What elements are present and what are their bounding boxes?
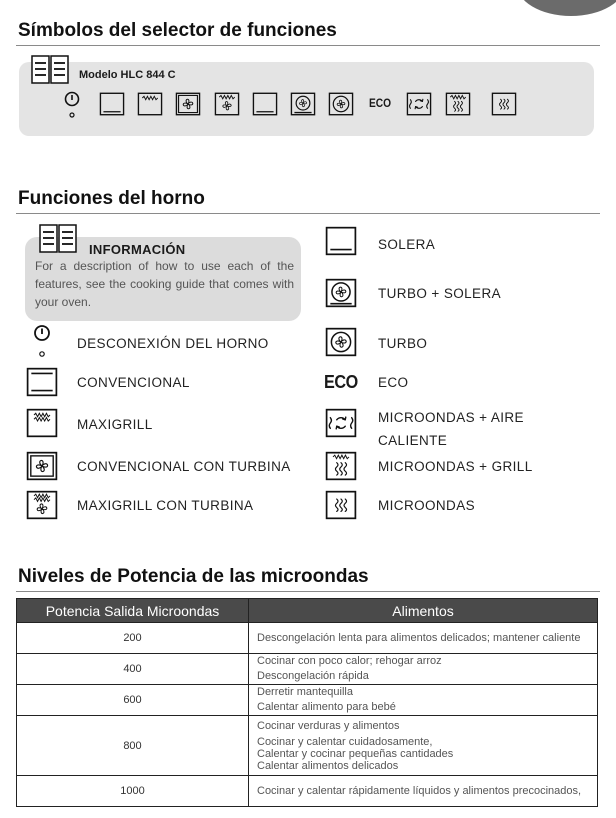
fan-maxigrill-icon (214, 92, 240, 116)
turbo-icon (325, 327, 357, 357)
microwave-grill-icon (445, 92, 471, 116)
function-label-off: DESCONEXIÓN DEL HORNO (77, 336, 269, 351)
eco-icon: ECO (324, 372, 358, 392)
power-section-title: Niveles de Potencia de las microondas (18, 566, 369, 587)
table-header-row (17, 599, 598, 623)
function-label-line: MICROONDAS + AIRE (378, 410, 524, 425)
microwave-hot-air-icon (325, 408, 357, 438)
power-value: 1000 (17, 776, 249, 807)
fan-conventional-icon (26, 451, 58, 481)
microwave-icon (491, 92, 517, 116)
power-value: 600 (17, 685, 249, 716)
model-label: Modelo HLC 844 C (79, 69, 176, 81)
function-label-line: CALIENTE (378, 433, 448, 448)
power-value: 400 (17, 654, 249, 685)
off-icon (32, 323, 52, 359)
maxigrill-icon (137, 92, 163, 116)
fan-conventional-icon (175, 92, 201, 116)
column-header-power: Potencia Salida Microondas (17, 599, 249, 623)
off-icon (62, 90, 82, 120)
food-cell: Descongelación lenta para alimentos delicados; mantener caliente (249, 623, 598, 654)
table-row (17, 685, 598, 716)
table-row (17, 776, 598, 807)
microwave-grill-icon (325, 451, 357, 481)
table-row (17, 623, 598, 654)
turbo-bottom-icon (325, 278, 357, 308)
power-value: 200 (17, 623, 249, 654)
function-label-maxigrill: MAXIGRILL (77, 417, 153, 432)
turbo-bottom-icon (290, 92, 316, 116)
section-divider (16, 591, 600, 592)
table-row (17, 716, 598, 776)
function-label-bottom-heat: SOLERA (378, 237, 436, 252)
maxigrill-icon (26, 408, 58, 438)
function-label-microwave-hot-air (378, 406, 524, 452)
microwave-hot-air-icon (406, 92, 432, 116)
function-label-conventional: CONVENCIONAL (77, 375, 190, 390)
section-divider (16, 45, 600, 46)
information-title: INFORMACIÓN (89, 242, 186, 257)
eco-icon: ECO (369, 96, 392, 110)
function-label-eco: ECO (378, 375, 409, 390)
function-label-turbo: TURBO (378, 336, 428, 351)
food-item: Cocinar con poco calor; rehogar arroz (257, 655, 442, 667)
selector-section-title: Símbolos del selector de funciones (18, 20, 337, 41)
food-item: Calentar alimentos delicados (257, 759, 399, 772)
turbo-icon (328, 92, 354, 116)
food-item: Calentar y cocinar pequeñas cantidades (257, 747, 454, 760)
fan-maxigrill-icon (26, 489, 58, 521)
food-cell: Cocinar y calentar rápidamente líquidos y alimentos precocinados, (249, 776, 598, 807)
column-header-foods: Alimentos (249, 599, 598, 623)
function-label-microwave-grill: MICROONDAS + GRILL (378, 459, 533, 474)
food-item: Cocinar verduras y alimentos (257, 719, 400, 732)
function-label-microwave: MICROONDAS (378, 498, 476, 513)
function-label-fan-conventional: CONVENCIONAL CON TURBINA (77, 459, 291, 474)
manual-book-icon (38, 224, 78, 254)
power-value: 800 (17, 716, 249, 776)
food-cell (249, 716, 598, 776)
microwave-icon (325, 490, 357, 520)
function-label-turbo-bottom: TURBO + SOLERA (378, 286, 502, 301)
information-text: For a description of how to use each of the features, see the cooking guide that comes with your oven. (35, 259, 294, 309)
food-cell (249, 685, 598, 716)
conventional-icon (26, 367, 58, 397)
power-levels-table (16, 598, 598, 807)
conventional-icon (99, 92, 125, 116)
food-item: Calentar alimento para bebé (257, 701, 396, 713)
food-item: Cocinar y calentar cuidadosamente, (257, 735, 433, 748)
table-row (17, 654, 598, 685)
bottom-heat-icon (325, 226, 357, 256)
food-item: Descongelación rápida (257, 670, 369, 682)
section-divider (16, 213, 600, 214)
manual-book-icon (31, 55, 69, 85)
corner-decoration (516, 0, 616, 16)
food-item: Derretir mantequilla (257, 686, 353, 698)
functions-section-title: Funciones del horno (18, 188, 205, 209)
food-cell (249, 654, 598, 685)
function-label-fan-maxigrill: MAXIGRILL CON TURBINA (77, 498, 254, 513)
bottom-heat-icon (252, 92, 278, 116)
